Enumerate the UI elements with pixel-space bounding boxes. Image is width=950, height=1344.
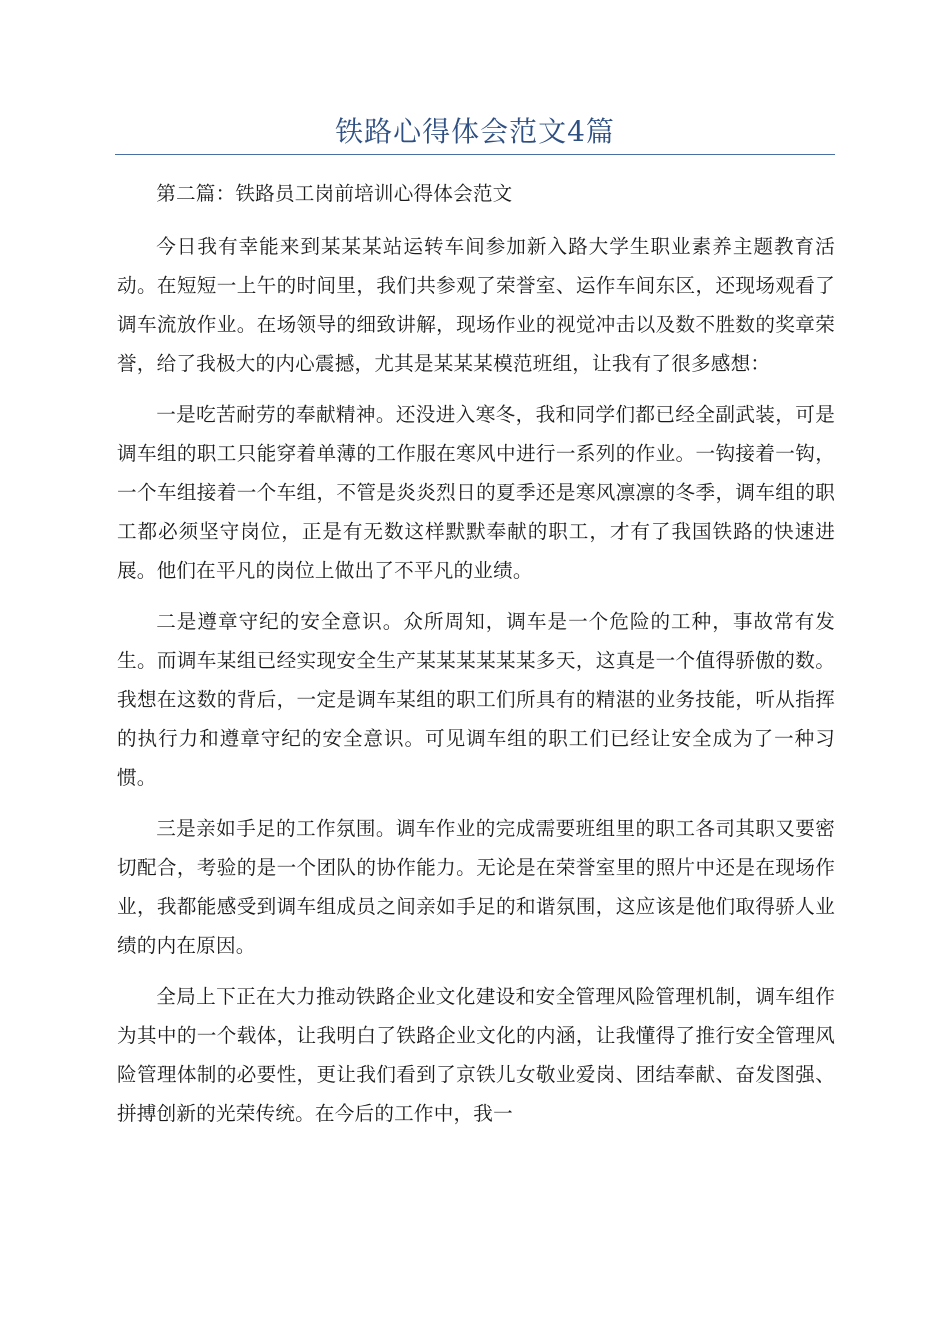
paragraph-point-one: 一是吃苦耐劳的奉献精神。还没进入寒冬，我和同学们都已经全副武装，可是调车组的职工只能穿着单薄的工作服在寒风中进行一系列的作业。一钩接着一钩，一个车组接着一个车组，不管是炎炎烈日的夏季还是寒风凛凛的冬季，调车组的职工都必须坚守岗位，正是有无数这样默默奉献的职工，才有了我国铁路的快速进展。他们在平凡的岗位上做出了不平凡的业绩。 [117, 403, 835, 582]
paragraph-intro: 今日我有幸能来到某某某站运转车间参加新入路大学生职业素养主题教育活动。在短短一上午的时间里，我们共参观了荣誉室、运作车间东区，还现场观看了调车流放作业。在场领导的细致讲解，现场作业的视觉冲击以及数不胜数的奖章荣誉，给了我极大的内心震撼，尤其是某某某模范班组，让我有了很多感想： [117, 235, 835, 375]
title-underline [115, 154, 835, 155]
paragraph-point-two: 二是遵章守纪的安全意识。众所周知，调车是一个危险的工种，事故常有发生。而调车某组已经实现安全生产某某某某某某多天，这真是一个值得骄傲的数。我想在这数的背后，一定是调车某组的职工们所具有的精湛的业务技能，听从指挥的执行力和遵章守纪的安全意识。可见调车组的职工们已经让安全成为了一种习惯。 [117, 610, 835, 789]
paragraph-point-three: 三是亲如手足的工作氛围。调车作业的完成需要班组里的职工各司其职又要密切配合，考验的是一个团队的协作能力。无论是在荣誉室里的照片中还是在现场作业，我都能感受到调车组成员之间亲如手足的和谐氛围，这应该是他们取得骄人业绩的内在原因。 [117, 817, 835, 957]
paragraph-conclusion: 全局上下正在大力推动铁路企业文化建设和安全管理风险管理机制，调车组作为其中的一个载体，让我明白了铁路企业文化的内涵，让我懂得了推行安全管理风险管理体制的必要性，更让我们看到了京铁儿女敬业爱岗、团结奉献、奋发图强、拼搏创新的光荣传统。在今后的工作中，我一 [117, 985, 835, 1125]
document-body [117, 174, 835, 1145]
document-title: 铁路心得体会范文4篇 [335, 115, 615, 148]
section-heading: 第二篇：铁路员工岗前培训心得体会范文 [156, 182, 513, 205]
